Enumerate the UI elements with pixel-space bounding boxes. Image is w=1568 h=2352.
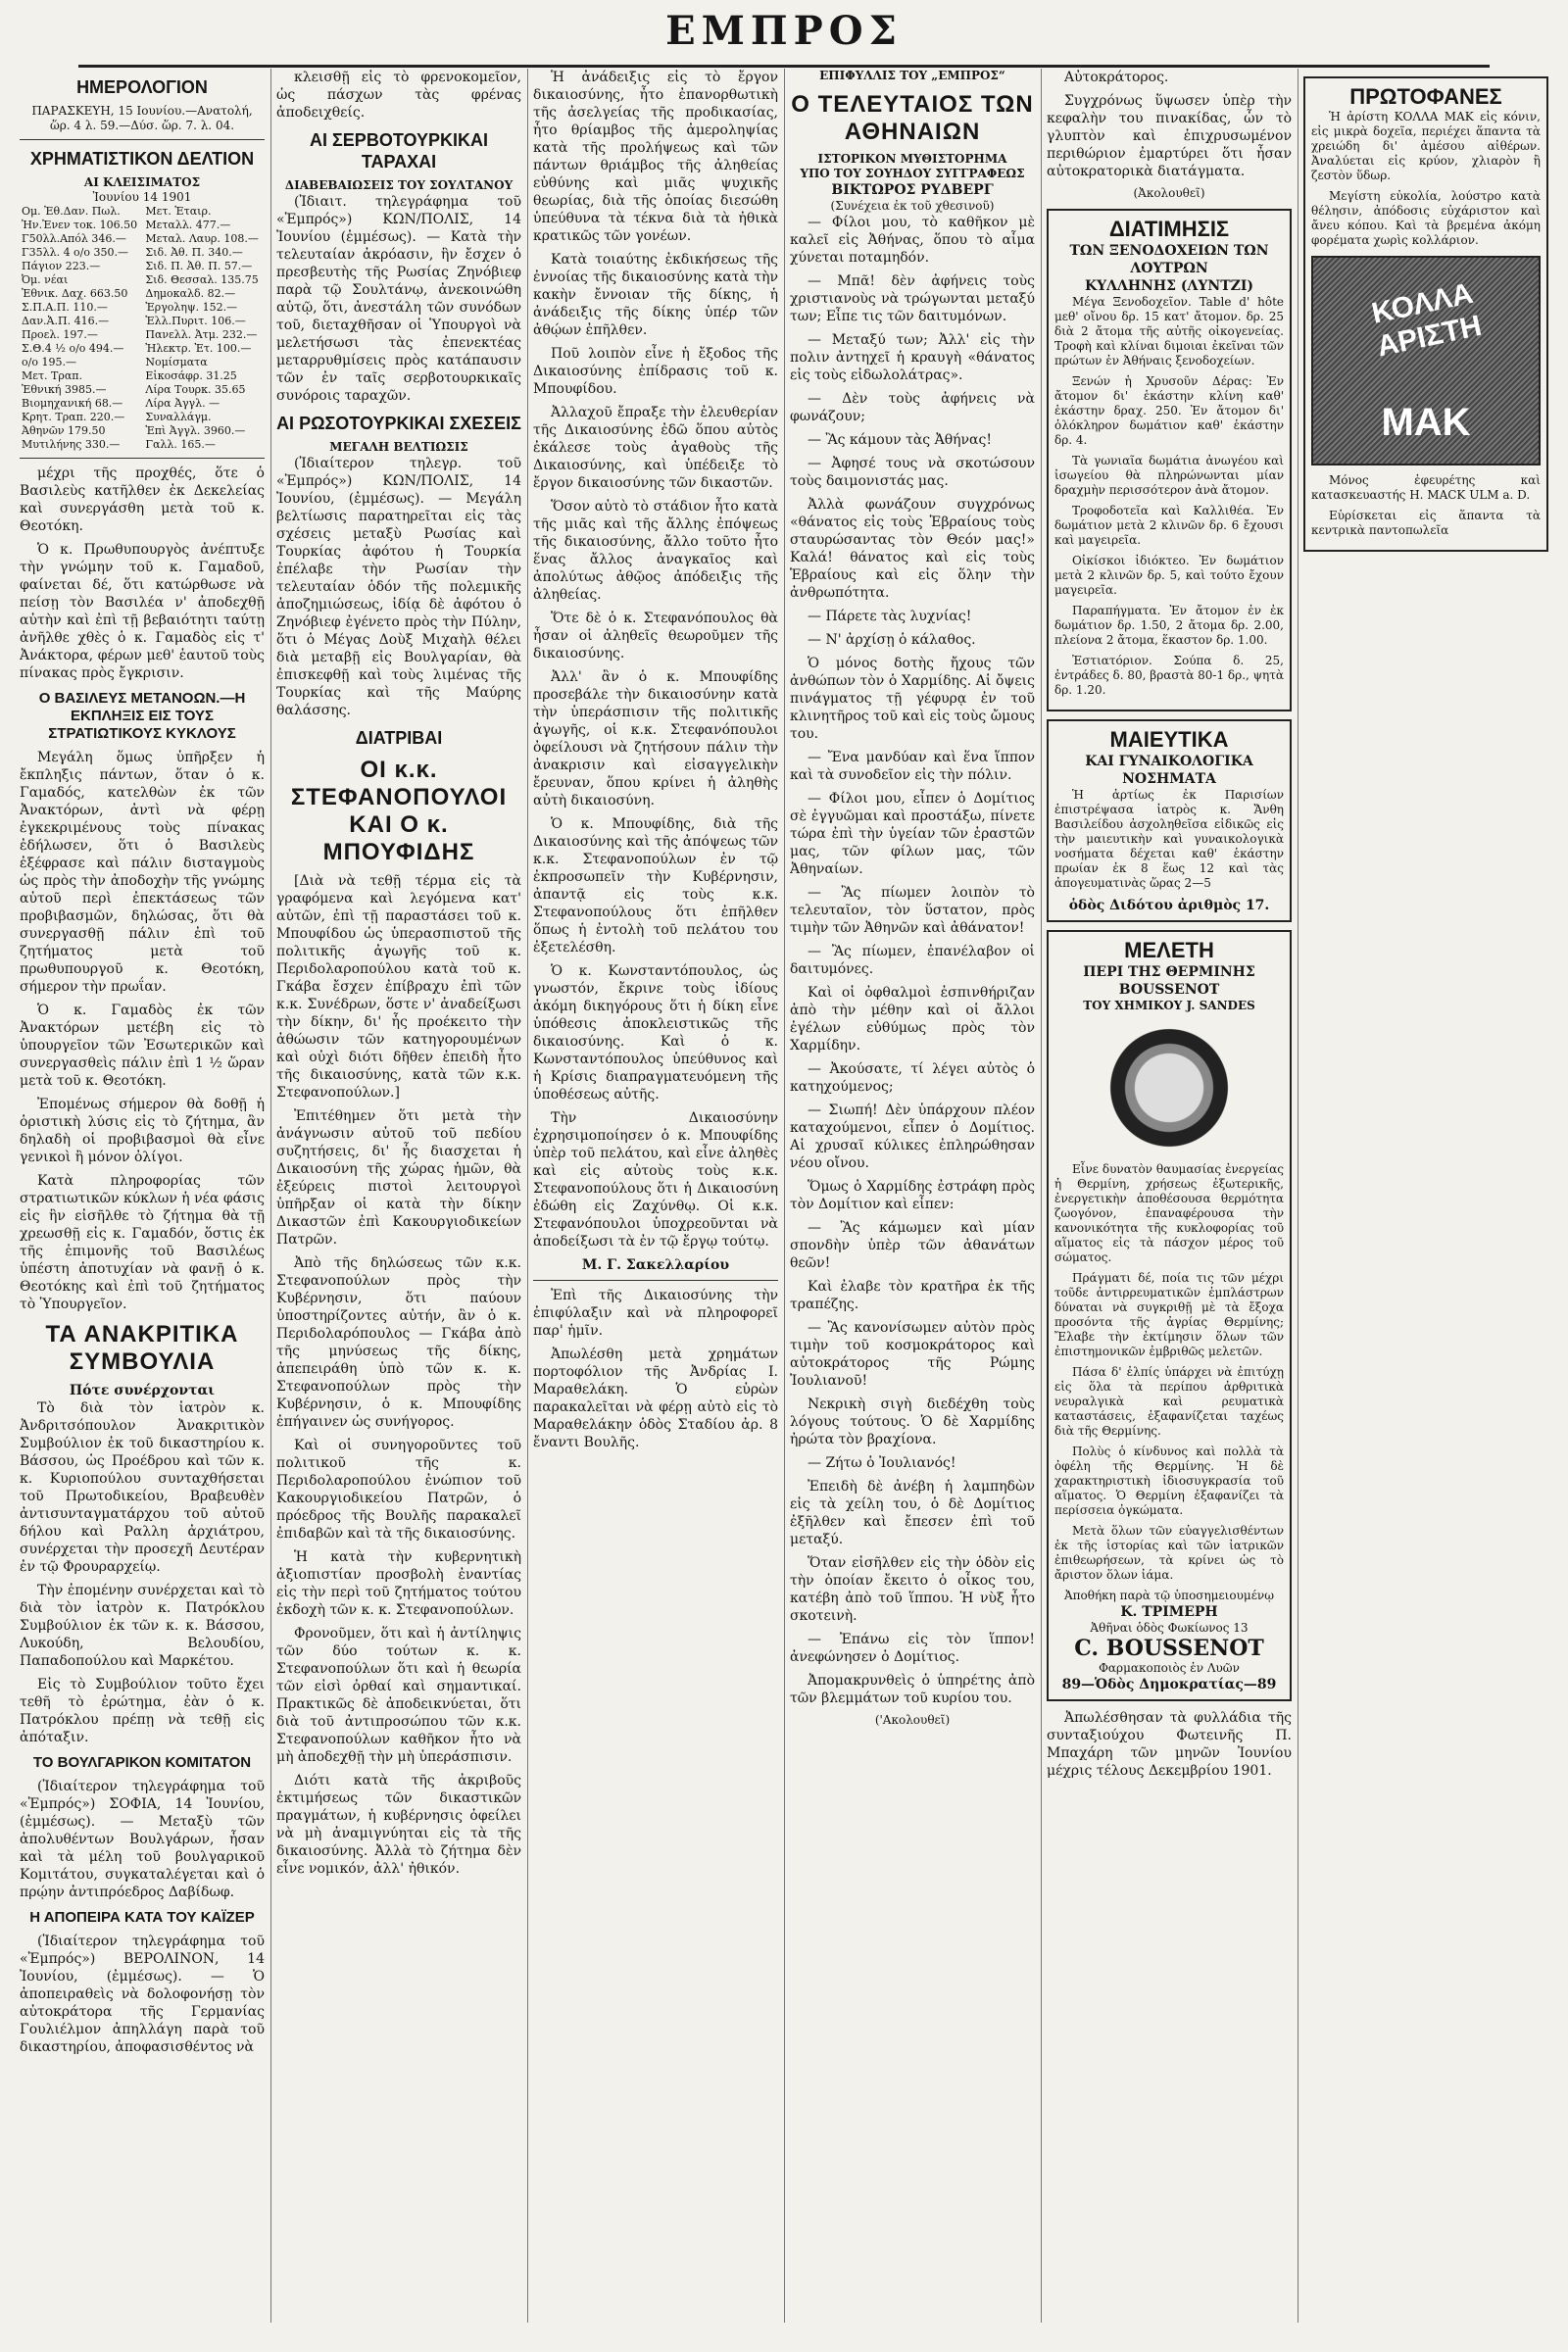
serial-paragraph: — Ἂς κάμωμεν καὶ μίαν σπονδὴν ὑπὲρ τῶν ἀθανάτων θεῶν! [790,1220,1035,1271]
table-cell: Ἐργοληψ. 152.— [145,301,238,314]
table-cell: Σ.Θ.4 ½ ο/ο 494.— [22,342,124,355]
article-subheading: ΔΙΑΒΕΒΑΙΩΣΕΙΣ ΤΟΥ ΣΟΥΛΤΑΝΟΥ [284,178,514,192]
ad-paragraph: Τὰ γωνιαῖα δωμάτια ἀνωγέου καὶ ἰσωγείου θὰ πληρώνωνται μίαν δραχμὴν περισσότερον ἀνὰ ἄτομον. [1054,454,1284,497]
hotel-advertisement [1047,209,1292,711]
ad-paragraph: Παραπήγματα. Ἐν ἄτομον ἐν ἐκ δωμάτιον δρ. 1.50, 2 ἄτομα δρ. 2.00, πλείονα 2 ἄτομα, ἕκαστον δρ. 1.00. [1054,604,1284,647]
ad-heading: ΔΙΑΤΙΜΗΣΙΣ [1108,217,1230,241]
article-paragraph: Ἡ κατὰ τὴν κυβερνητικὴ ἀξιοπιστίαν προσβολὴ ἐναντίας εἰς τὴν περὶ τοῦ ζητήματος τούτου ἐκδοχὴ τῶν κ. κ. Στεφανοπούλων. [276,1549,521,1618]
article-paragraph: Τὴν ἐπομένην συνέρχεται καὶ τὸ διὰ τὸν ἰατρὸν κ. Πατρόκλου Συμβούλιον ἐκ τῶν κ. κ. Βάσσου, Λυκούδη, Βελουδίου, Παπαδοπούλου καὶ Μαρκέτου. [20,1583,265,1669]
serial-paragraph: — Μεταξύ των; Ἀλλ' εἰς τὴν πολιν ἀντηχεῖ ἡ κραυγὴ «θάνατος εἰς τοὺς εἰδωλολάτρας». [790,332,1035,383]
article-heading: ΑΙ ΣΕΡΒΟΤΟΥΡΚΙΚΑΙ ΤΑΡΑΧΑΙ [310,130,488,172]
serial-paragraph: — Ἐπάνω εἰς τὸν ἵππον! ἀνεφώνησεν ὁ Δομίτιος. [790,1632,1035,1665]
article-signature: Μ. Γ. Σακελλαρίου [581,1257,730,1273]
serial-paragraph: Αὐτοκράτορος. [1064,70,1169,85]
table-cell: Μετ. Τραπ. [22,369,82,382]
serial-paragraph: Καὶ ἐλαβε τὸν κρατῆρα ἐκ τῆς τραπέζης. [790,1279,1035,1312]
financial-subheading: ΑΙ ΚΛΕΙΣΙΜΑΤΟΣ [83,175,201,189]
table-row [20,383,265,397]
notice-paragraph: Ἀπωλέσθη μετὰ χρημάτων πορτοφόλιον τῆς Ἀνδρίας Ι. Μαραθελάκη. Ὁ εὑρὼν παρακαλεῖται νὰ φέρῃ αὐτὸ εἰς τὸ Μαραθελάκην ὁδὸς Σταδίου ἀρ. 8 ἔναντι Βουλῆς. [533,1347,778,1450]
ad-subheading: ΠΕΡΙ ΤΗΣ ΘΕΡΜΙΝΗΣ BOUSSENOT [1083,964,1255,998]
serial-continued: (Συνέχεια ἐκ τοῦ χθεσινοῦ) [830,199,995,213]
table-cell: Μυτιλήνης 330.— [22,438,121,451]
serial-continued: (Ἀκολουθεῖ) [1133,186,1205,200]
notice-paragraph: Ἐπὶ τῆς Δικαιοσύνης τὴν ἐπιφύλαξιν καὶ νὰ πληροφορεῖ παρ' ἡμῖν. [533,1288,778,1339]
ad-paragraph: Μέγα Ξενοδοχεῖον. Table d' hôte μεθ' οἴνου δρ. 15 κατ' ἄτομον. δρ. 25 διὰ 2 ἄτομα τῆς αὐτῆς οἰκογενείας. Τροφὴ καὶ κλίναι διμοιαι ἐκεῖναι τῶν πρώτων ἐν Ἀθήναις ξενοδοχείων. [1054,295,1284,368]
table-cell: Ἡν.Ἐνεν τοκ. 106.50 [22,219,138,231]
column-3 [533,69,778,2323]
article-heading: ΟΙ κ.κ. ΣΤΕΦΑΝΟΠΟΥΛΟΙ ΚΑΙ Ο κ. ΜΠΟΥΦΙΔΗΣ [290,757,508,865]
article-heading: ΑΙ ΡΩΣΟΤΟΥΡΚΙΚΑΙ ΣΧΕΣΕΙΣ [276,414,521,433]
ad-paragraph: Ἡ ἀρίστη ΚΟΛΛΑ ΜΑΚ εἰς κόνιν, εἰς μικρὰ δοχεῖα, περιέχει ἅπαντα τὰ χρειώδη δι' ἀμέσου αἰθέρων. Ἀναλύεται εἰς κρύον, χλιαρὸν ἢ ζεστὸν ὕδωρ. [1311,110,1541,182]
maternity-advertisement [1047,719,1292,922]
table-cell: Ἀθηνῶν 179.50 [22,424,106,437]
article-paragraph: (Ἰδιαίτερον τηλεγράφημα τοῦ «Ἐμπρός») ΒΕΡΟΛΙΝΟΝ, 14 Ἰουνίου, (ἐμμέσως). — Ὁ ἀποπειραθεὶς νὰ δολοφονήσῃ τὸν αὐτοκράτορα τῆς Γερμανίας Γουλιέλμον ἀπηλλάγη παρὰ τοῦ δικαστηρίου, ἀποφασισθέντος νὰ [20,1934,265,2055]
article-paragraph: Ὁ κ. Πρωθυπουργὸς ἀνέπτυξε τὴν γνώμην τοῦ κ. Γαμαδοῦ, φαίνεται δέ, ὅτι κατώρθωσε νὰ πείσῃ τὸν Βασιλέα ν' ἀποδεχθῇ αὐτὴν καὶ ἐπὶ τῇ βεβαιότητι ταύτῃ ἀνῆλθε χθὲς ὁ κ. Γαμαδὸς εἰς τ' Ἀνάκτορα, φέρων μεθ' ἑαυτοῦ τοὺς πίνακας πρὸς ἔγκρισιν. [20,542,265,681]
article-paragraph: Τὸ διὰ τὸν ἰατρὸν κ. Ἀνδριτσόπουλον Ἀνακριτικὸν Συμβούλιον ἐκ τοῦ δικαστηρίου κ. Βάσσου, ὡς Προέδρου καὶ τῶν κ. κ. Κυριοπούλου συνταχθήσεται τοῦ Πρωτοδικείου, Βραβευθὲν ἀντισυνταγματάρχου τοῦ αὐτοῦ δήλου καὶ Ραλλη ἀρχιάτρου, συνέρχεται τὴν προσεχῆ Δευτέραν ἐν τῷ Φρουραρχείῳ. [20,1400,265,1575]
table-row [20,315,265,328]
article-paragraph: Ποῦ λοιπὸν εἶνε ἡ ἔξοδος τῆς Δικαιοσύνης ἐπίδρασις τοῦ κ. Μπουφίδου. [533,346,778,397]
article-paragraph: [Διὰ νὰ τεθῇ τέρμα εἰς τὰ γραφόμενα καὶ λεγόμενα κατ' αὐτῶν, ἐπὶ τῇ παραστάσει τοῦ κ. Μπουφίδου ὡς ὑπερασπιστοῦ τῆς πολιτικῆς ἀγωγῆς τοῦ κ. Περιδολαροπούλου κατὰ τοῦ κ. Γκάβα ἔσχεν ἐπίβραχυ ἐπὶ τῶν κ.κ. Συνέδρων, ὅστε ν' ἀναδείξωσι τὴν δίκην, δι' ἧς προέκειτο τὴν ἀθώωσιν τῶν κατηγορουμένων καὶ οὐχὶ διότι δῆθεν ἐπειδὴ ἦτο τῆς δικαιοσύνης, κατὰ τῶν κ.κ. Στεφανοπούλων.] [276,873,521,1101]
column-1 [20,69,265,2323]
article-paragraph: Ἐπιτέθημεν ὅτι μετὰ τὴν ἀνάγνωσιν αὐτοῦ τοῦ πεδίου συζητήσεις, δι' ἧς διασχεται ἡ Δικαιοσύνη τῆς χώρας ἡμῶν, θὰ ἐξεύρεις πιστοὶ λειτουργοὶ ὑπῆρξαν οἱ κατὰ τὴν δίκην Δικαστῶν ἐπὶ Κακουργιοδικείων Πατρῶν. [276,1108,521,1248]
table-cell: Λίρα Τουρκ. 35.65 [145,383,246,396]
article-paragraph: Ἡ ἀνάδειξις εἰς τὸ ἔργον δικαιοσύνης, ἦτο ἐπανορθωτικὴ τῆς ἀσελγείας τῆς προδικασίας, ἦτο θρίαμβος τῆς ἀμεροληψίας κατὰ τῆς προλήψεως καὶ τῶν πάντων θριάμβος τῆς ἀληθείας εὐθύνης καὶ μιᾶς ψυχικῆς θεωρίας, διὰ τῆς ὁποίας διεσώθη ὑπεύθυνα τὰ τέκνα διὰ τὰ ἠθικὰ κρατικῶς τῶν γονέων. [533,70,778,244]
table-cell: Κρητ. Τραπ. 220.— [22,411,125,423]
ad-paragraph: Πάσα δ' ἐλπίς ὑπάρχει νὰ ἐπιτύχῃ εἰς ὅλα τὰ περίπου ἀρθριτικὰ νευραλγικὰ καὶ ρευματικὰ καταστάσεις, ἐξαφανίζεται ταχέως διὰ τῆς Θερμίνης. [1054,1365,1284,1438]
masthead-rule [78,65,1490,68]
table-row [20,301,265,315]
ad-paragraph: Μεγίστη εὐκολία, λούστρο κατὰ θέλησιν, ἀπόδοσις εὐχάριστον καὶ ἄνευ κόπου. Καὶ τὰ βρεμένα ἀκόμη φορέματα χωρὶς κολλάριον. [1311,189,1541,247]
calendar-heading: ΗΜΕΡΟΛΟΓΙΟΝ [76,77,208,97]
article-paragraph: Ὅσον αὐτὸ τὸ στάδιον ἦτο κατὰ τῆς μιᾶς καὶ τῆς ἄλλης ἐπόψεως τῆς δικαιοσύνης, ἄλλο τοῦτο ἦτο ἕνας ἄλλος ἀναγκαῖος καὶ ἀπολύτως ἀθῷος ἀπόδειξις τῆς ἀληθείας. [533,499,778,603]
ad-address: 89—Ὁδὸς Δημοκρατίας—89 [1061,1677,1277,1692]
serial-paragraph: — Φίλοι μου, εἶπεν ὁ Δομίτιος σὲ ἐγγυῶμαι καὶ προστάξω, πίνετε τώρα ἐπὶ τὴν ὑγείαν τῶν ἐραστῶν μας, τῶν φίλων μας, τῶν Ἀθηναίων. [790,791,1035,877]
table-cell: Σιδ. Ἀθ. Π. 340.— [145,246,243,259]
article-heading: Η ΑΠΟΠΕΙΡΑ ΚΑΤΑ ΤΟΥ ΚΑΪΖΕΡ [29,1909,255,1926]
article-paragraph: (Ἰδιαιτ. τηλεγράφημα τοῦ «Ἐμπρός») ΚΩΝ/ΠΟΛΙΣ, 14 Ἰουνίου (ἐμμέσως). — Κατὰ τὴν τελευταίαν ἀκρόασιν, ἣν ἔσχεν ὁ πρεσβευτὴς τῆς Ρωσίας Ζηνόβιεφ παρὰ τῷ Σουλτάνῳ, ἀνεκοινώθη αὐτῷ, ὅτι, ἀνεστάλη τῶν συνόδων τοῦ, διεταχθῆσαν οἱ Ὑπουργοὶ νὰ μελετήσωσι τὰς ἐπενεκτέας μεταρρυθμίσεις πρὸς κατάπαυσιν τῶν ἐν ταῖς σερβοτουρκικαῖς συνόροις ταραχῶν. [276,194,521,404]
table-row [20,328,265,342]
column-4 [790,69,1035,2323]
table-cell: Συναλλάγμ. [145,411,212,423]
ad-paragraph: Τροφοδοτεῖα καὶ Καλλιθέα. Ἐν δωμάτιον μετὰ 2 κλινῶν δρ. 6 ἔχουσι καὶ μαγειρεῖα. [1054,504,1284,547]
serial-paragraph: Ὁ μόνος δοτὴς ἤχους τῶν ἀνθώπων τὸν ὁ Χαρμίδης. Αἱ ὄψεις πινάγματος τῇ γέφυρᾳ ἐν τοῦ κλινητῆρος τοῦ καὶ εἰς τοὺς ὤμους του. [790,656,1035,742]
column-5 [1047,69,1292,2323]
table-row [20,205,265,219]
serial-paragraph: — Ἂς πίωμεν, ἐπανέλαβον οἱ δαιτυμόνες. [790,944,1035,977]
article-paragraph: Ἐπομένως σήμερον θὰ δοθῇ ἡ ὁριστικὴ λύσις εἰς τὸ ζήτημα, ἂν δηλαδὴ οἱ προβιβασμοὶ θὰ εἶνε γενικοὶ ἢ μόνον ὀλίγοι. [20,1097,265,1165]
article-paragraph: Φρονοῦμεν, ὅτι καὶ ἡ ἀντίληψις τῶν δύο τούτων κ. κ. Στεφανοπούλων ὅτι καὶ ἡ θεωρία τῶν εἰσὶ ὀρθαί καὶ σημαντικαί. Πρακτικῶς δὲ ἀποδεικνύεται, ὅτι διὰ τοῦ ἀντιπροσώπου τῶν κ.κ. Στεφανοπούλων καθῆκον ἦτο νὰ μὴ ἀποδεχθῇ τὴν μὴ ὑπεράσπισιν. [276,1626,521,1765]
table-cell: Ἑλλ.Πυριτ. 106.— [145,315,246,327]
sun-icon [1101,1019,1238,1156]
column-divider [784,69,785,2323]
table-row [20,246,265,260]
table-cell: Ομ. Ἐθ.Δαν. Πωλ. [22,205,121,218]
serial-title: Ο ΤΕΛΕΥΤΑΙΟΣ ΤΩΝ ΑΘΗΝΑΙΩΝ [791,91,1034,145]
table-row [20,260,265,273]
serial-paragraph: — Δὲν τοὺς ἀφήνεις νὰ φωνάζουν; [790,391,1035,424]
ad-brand-sub: Φαρμακοποιὸς ἐν Λυῶν [1099,1661,1240,1675]
financial-date: Ἰουνίου 14 1901 [92,190,192,204]
serial-paragraph: — Ἔνα μανδύαν καὶ ἕνα ἵππον καὶ τὰ συνοδεῖον εἰς τὴν πόλιν. [790,750,1035,783]
ad-paragraph: Ἡ ἀρτίως ἐκ Παρισίων ἐπιστρέψασα ἰατρὸς κ. Ἄνθη Βασιλείδου ἀσχοληθεῖσα εἰδικῶς εἰς τὴν μαιευτικὴν καὶ γυναικολογικὰ νοσήματα δέχεται καθ' ἑκάστην πρωίαν ἐκ 8 ἕως 12 καὶ τὰς ἀπογευματινὰς ὥρας 2—5 [1054,788,1284,890]
table-cell: Νομίσματα [145,356,208,368]
column-6 [1303,69,1548,2323]
article-paragraph: Καὶ οἱ συνηγοροῦντες τοῦ πολιτικοῦ τῆς κ. Περιδολαροπούλου ἐνώπιον τοῦ Κακουργιοδικείου Πατρῶν, ὁ πρόεδρος τῆς Βουλῆς παρακαλεῖ ἐπιδαβῶν καὶ τὰ τῆς δικαιοσύνης. [276,1438,521,1542]
serial-header: ΕΠΙΦΥΛΛΙΣ ΤΟΥ „ΕΜΠΡΟΣ“ [819,69,1005,82]
table-row [20,342,265,356]
rule [533,1280,778,1281]
table-cell: Βιομηχανική 68.— [22,397,123,410]
article-subheading: ΜΕΓΑΛΗ ΒΕΛΤΙΩΣΙΣ [329,440,468,454]
table-cell: Ἠλεκτρ. Ἐτ. 100.— [145,342,252,355]
kolla-package-label: ΚΟΛΛΑ ΑΡΙΣΤΗ [1368,276,1485,364]
table-cell: Λίρα Ἀγγλ. — [145,397,220,410]
article-paragraph: Ἀλλαχοῦ ἔπραξε τὴν ἐλευθερίαν τῆς Δικαιοσύνης ἐδῶ ὅπου αὐτὸς ἐκάλεσε τοὺς ἀγαθοὺς τῆς Δικαιοσύνης, καὶ ὑπέδειξε τὸ ἔργον δικαιοσύνης τῶν δικαστῶν. [533,405,778,491]
article-paragraph: Κατὰ πληροφορίας τῶν στρατιωτικῶν κύκλων ἡ νέα φάσις εἰς ἣν εἰσῆλθε τὸ ζήτημα θὰ τῇ χρεωσθῇ εἰς κ. Γαμαδόν, ὅστις ἐκ τῆς ἐπιμονῆς τοῦ Βασιλέως ὑπέστη ἀποτυχίαν νὰ φανῇ ὁ κ. Θεοτόκης καὶ ἐπὶ τοῦ ζητήματος τὸ Ὑπουργεῖον. [20,1173,265,1312]
table-row [20,287,265,301]
notice-paragraph: Ἀπωλέσθησαν τὰ φυλλάδια τῆς συνταξιούχου Φωτεινῆς Π. Μπαχάρη τῶν μηνῶν Ἰουνίου μέχρις τέλους Δεκεμβρίου 1901. [1047,1710,1292,1779]
rule [20,458,265,459]
article-paragraph: Εἰς τὸ Συμβούλιον τοῦτο ἔχει τεθῆ τὸ ἐρώτημα, ἐὰν ὁ κ. Πατρόκλου πρέπῃ νὰ τεθῇ εἰς ἀπόταξιν. [20,1677,265,1745]
serial-paragraph: — Ἀκούσατε, τί λέγει αὐτὸς ὁ κατηχούμενος; [790,1061,1035,1095]
ad-address: Ἀθῆναι ὁδὸς Φωκίωνος 13 [1090,1621,1249,1635]
serial-subtitle: ΙΣΤΟΡΙΚΟΝ ΜΥΘΙΣΤΟΡΗΜΑ [817,152,1007,166]
serial-paragraph: — Μπᾶ! δὲν ἀφήνεις τοὺς χριστιανοὺς νὰ τρώγωνται μεταξύ των; Εἶπε τις τῶν δαιτυμόνων. [790,273,1035,324]
table-cell: Πάγιον 223.— [22,260,101,272]
ad-name: ΚΥΛΛΗΝΗΣ (ΛΥΝΤΖΙ) [1085,278,1253,294]
article-paragraph: Διότι κατὰ τῆς ἀκριβοῦς ἐκτιμήσεως τῶν δικαστικῶν πραγμάτων, ἡ κυβέρνησις ὀφείλει νὰ μὴ ἀναμιγνύηται εἰς τὰ τῆς δικαιοσύνης. Ἀλλὰ τὸ ζήτημα δὲν εἶνε νομικόν, ἀλλ' ἠθικόν. [276,1773,521,1877]
table-cell: Ἐπὶ Ἀγγλ. 3960.— [145,424,246,437]
ad-paragraph: Μόνος ἐφευρέτης καὶ κατασκευαστής H. MACK ULM a. D. [1311,473,1541,502]
calendar-line-2: ὥρ. 4 λ. 59.—Δύσ. ὥρ. 7. λ. 04. [49,119,235,132]
table-cell: Ἐθνικ. Δαχ. 663.50 [22,287,128,300]
article-heading: ΤΟ ΒΟΥΛΓΑΡΙΚΟΝ ΚΟΜΙΤΑΤΟΝ [32,1754,252,1771]
table-cell: Μεταλλ. 477.— [145,219,231,231]
serial-continued: ('Ακολουθεῖ) [874,1713,951,1727]
article-paragraph: (Ἰδιαίτερον τηλεγρ. τοῦ «Ἐμπρός») ΚΩΝ/ΠΟΛΙΣ, 14 Ἰουνίου, (ἐμμέσως). — Μεγάλη βελτίωσις παρατηρεῖται εἰς τὰς σχέσεις μεταξὺ Ρωσίας καὶ Τουρκίας ἀφότου ἡ Τουρκία ἐπέλαβε τὴν Ρωσίαν τὴν τελευταίαν ὁδόν τῆς πολεμικῆς ἀποζημιώσεως, ἰδίᾳ δὲ ἀφότου ὁ Ζηνόβιεφ ἐγένετο πρὸς τὴν Πύλην, ὅτι ὁ Μέγας Δοὺξ Μιχαὴλ θέλει διὰ μεταβῇ εἰς Βουλγαρίαν, θὰ ἐπισκεφθῇ καὶ τοὺς λιμένας τῆς Τουρκίας καὶ τῆς Μαύρης θαλάσσης. [276,456,521,718]
table-row [20,411,265,424]
article-paragraph: Ὁ κ. Κωνσταντόπουλος, ὡς γνωστόν, ἔκρινε τοὺς ἰδίους ἀκόμη δικηγόρους ὅτι ἡ δίκη εἶνε ὑπόθεσις ἀποκλειστικῶς τῆς δικαιοσύνης. Καὶ ὁ κ. Κωνσταντόπουλος ὑπεύθυνος καὶ ἡ Κρίσις διαπραγματευόμενη τῆς ὑποθέσεως αὐτῆς. [533,963,778,1102]
ad-paragraph: Μετὰ ὅλων τῶν εὐαγγελισθέντων ἐκ τῆς ἱστορίας καὶ τῶν ἰατρικῶν ἐπιθεωρήσεων, τὰ κρίνει ὡς τὸ ἄριστον ὅλων ἰάμα. [1054,1524,1284,1582]
table-cell: Ἐθνική 3985.— [22,383,107,396]
serial-paragraph: Ὅμως ὁ Χαρμίδης ἐστράφη πρὸς τὸν Δομίτιον καὶ εἶπεν: [790,1179,1035,1212]
serial-paragraph: — Ζήτω ὁ Ἰουλιανός! [808,1455,956,1471]
article-paragraph: Ὁ κ. Μπουφίδης, διὰ τῆς Δικαιοσύνης καὶ τῆς ἀπόψεως τῶν κ.κ. Στεφανοπούλων ἐν τῷ ἐκπροσωπεῖν τὴν Κυβέρνησιν, ἀπαντᾷ εἰς τοὺς κ.κ. Στεφανοπούλους ὅτι ἐπῆλθεν ὅπως ἡ ἐντολὴ τοῦ πελάτου του ἐξετελέσθη. [533,816,778,956]
serial-paragraph: — Ἂς κάμουν τὰς Ἀθήνας! [808,432,992,448]
kolla-advertisement [1303,76,1548,552]
article-heading: ΔΙΑΤΡΙΒΑΙ [355,728,443,748]
columns [20,69,1548,2332]
article-paragraph: Ἀλλ' ἂν ὁ κ. Μπουφίδης προσεβάλε τὴν δικαιοσύνην κατὰ τὴν ὑπεράσπισιν τῆς πολιτικῆς ἀγωγῆς, οἱ κ.κ. Στεφανόπουλοι ὀφείλουσι νὰ ζητήσουν πάλιν τὴν ἀνακρισιν καὶ εἰσαγγελικὴν ἔρευναν, ὅπου κρίνει ἡ ἀληθὴς αὐτὴ δικαιοσύνη. [533,669,778,808]
article-paragraph: Ἀπὸ τῆς δηλώσεως τῶν κ.κ. Στεφανοπούλων πρὸς τὴν Κυβέρνησιν, ὅτι παύουν ὑποστηρίζοντες αὐτήν, ἂν ὁ κ. Περιδολαρόπουλος — Γκάβα ἀπὸ τῆς μηνύσεως τῆς δίκης, ἀπεπειράθη ὑπὸ τῶν κ. κ. Στεφανοπούλων πρὸς τὴν Κυβέρνησιν, ὁ κ. Μπουφίδης ἐπήγαινεν ὡς συνήγορος. [276,1255,521,1430]
ad-heading: ΜΑΙΕΥΤΙΚΑ [1109,727,1229,752]
table-row [20,438,265,452]
article-paragraph: Κατὰ τοιαύτης ἐκδικήσεως τῆς ἐννοίας τῆς δικαιοσύνης κατὰ τὴν κακὴν ἔννοιαν τῆς δίκης, ἡ ἀνάδειξις τῆς δίκης ὑπέρ τῶν ἀθῴων ἐπῆλθεν. [533,252,778,338]
kolla-package-brand: ΜΑΚ [1381,401,1471,444]
table-row [20,397,265,411]
calendar-line-1: ΠΑΡΑΣΚΕΥΗ, 15 Ιουνίου.—Ανατολή, [31,104,253,118]
table-cell: Προελ. 197.— [22,328,98,341]
serial-paragraph: Ἀπομακρυνθεὶς ὁ ὑπηρέτης ἀπὸ τῶν βλεμμάτων τοῦ κυρίου του. [790,1673,1035,1706]
market-table [20,205,265,452]
serial-paragraph: — Πάρετε τὰς λυχνίας! [808,609,972,624]
ad-subheading: ΚΑΙ ΓΥΝΑΙΚΟΛΟΓΙΚΑ ΝΟΣΗΜΑΤΑ [1085,754,1253,787]
table-cell: Πανελλ. Ἀτμ. 232.— [145,328,258,341]
serial-paragraph: — Σιωπή! Δὲν ὑπάρχουν πλέον καταχούμενοι, εἶπεν ὁ Δομίτιος. Αἱ χρυσαῖ κύλικες ἐπληρώθησαν νέου οἴνου. [790,1102,1035,1171]
table-cell: Γαλλ. 165.— [145,438,216,451]
table-cell: Γ50λλ.Απόλ 346.— [22,232,126,245]
table-cell: Μετ. Ἑταιρ. [145,205,212,218]
ad-address: ὁδὸς Διδότου ἀριθμὸς 17. [1068,898,1270,913]
ad-paragraph: Ἐστιατόριον. Σούπα δ. 25, ἐντράδες δ. 80, βραστὰ 80-1 δρ., ψητὰ δρ. 1.20. [1054,654,1284,697]
ad-brand: C. BOUSSENOT [1074,1636,1264,1661]
table-row [20,356,265,369]
ad-line: Ἀποθήκη παρὰ τῷ ὑποσημειουμένῳ [1063,1589,1275,1602]
serial-paragraph: — Ἂς κανονίσωμεν αὐτὸν πρὸς τιμὴν τοῦ κοσμοκράτορος καὶ αὐτοκράτορος τῆς Ρώμης Ἰουλιανοῦ! [790,1320,1035,1389]
thermine-advertisement [1047,930,1292,1701]
serial-paragraph: Καὶ οἱ ὀφθαλμοὶ ἐσπινθήριζαν ἀπὸ τὴν μέθην καὶ οἱ ἄλλοι ἐγέλων εὐθύμως πρὸς τὸν Χαρμίδην. [790,985,1035,1054]
column-divider [1041,69,1042,2323]
ad-author: ΤΟΥ ΧΗΜΙΚΟΥ J. SANDES [1083,999,1255,1012]
article-paragraph: Ὁ κ. Γαμαδὸς ἐκ τῶν Ἀνακτόρων μετέβη εἰς τὸ ὑπουργεῖον τῶν Ἐσωτερικῶν καὶ συνεργασθεὶς πάλιν ἐπὶ 1 ½ ὥραν μετὰ τοῦ κ. Θεοτόκη. [20,1003,265,1089]
ad-heading: ΠΡΩΤΟΦΑΝΕΣ [1349,84,1502,109]
sun-illustration [1054,1019,1284,1156]
article-subheading: Πότε συνέρχονται [69,1383,216,1398]
article-paragraph: (Ἰδιαίτερον τηλεγράφημα τοῦ «Ἐμπρός») ΣΟΦΙΑ, 14 Ἰουνίου, (ἐμμέσως). — Μεταξὺ τῶν ἀπολυθέντων Βουλγάρων, ἦσαν καὶ τὰ μέλη τοῦ βουλγαρικοῦ Κομιτάτου, συγκαταλέγεται καὶ ὁ πρῴην ἀντιπρόεδρος Δαβίδωφ. [20,1779,265,1900]
serial-paragraph: Συγχρόνως ὕψωσεν ὑπὲρ τὴν κεφαλὴν του πινακίδας, ὧν τὸ γλυπτὸν καὶ ἐπιχρυσωμένον περιθώριον ἐμαρτύρει ὅτι ἦσαν αὐτοκρατορικὰ διατάγματα. [1047,93,1292,179]
table-cell: ο/ο 195.— [22,356,76,368]
article-paragraph: κλεισθῇ εἰς τὸ φρενοκομεῖον, ὡς πάσχων τὰς φρένας ἀποδειχθείς. [276,70,521,121]
article-paragraph: μέχρι τῆς προχθές, ὅτε ὁ Βασιλεὺς κατῆλθεν ἐκ Δεκελείας καὶ συνεργάσθη μετὰ τοῦ κ. Θεοτόκη. [20,466,265,534]
column-divider [527,69,528,2323]
table-cell: Εἰκοσάφρ. 31.25 [145,369,237,382]
table-cell: Ὀμ. νέαι [22,273,69,286]
serial-paragraph: Ἐπειδὴ δὲ ἀνέβη ἡ λαμπηδὼν εἰς τὰ χείλη του, ὁ δὲ Δομίτιος ἐξῆλθεν καὶ ἔπεσεν ἐπὶ τοῦ μεταξύ. [790,1479,1035,1547]
newspaper-title: ΕΜΠΡΟΣ [665,8,903,54]
column-2 [276,69,521,2323]
serial-paragraph: — Φίλοι μου, τὸ καθῆκον μὲ καλεῖ εἰς Ἀθήνας, ὅπου τὸ αἷμα χύνεται ποταμηδόν. [790,215,1035,266]
table-cell: Δαν.Ἀ.Π. 416.— [22,315,110,327]
serial-paragraph: — Ν' ἀρχίσῃ ὁ κάλαθος. [808,632,976,648]
serial-paragraph: Ἀλλὰ φωνάζουν συγχρόνως «θάνατος εἰς τοὺς Ἑβραίους τοὺς σταυρώσαντας τὸν Θεόν μας!» Καλά! θάνατος καὶ εἰς τοὺς Ἑβραίους καὶ εἰς ὅλην τὴν ἀνθρωπότητα. [790,497,1035,601]
financial-heading: ΧΡΗΜΑΤΙΣΤΙΚΟΝ ΔΕΛΤΙΟΝ [29,149,255,169]
ad-paragraph: Οἰκίσκοι ἰδιόκτεο. Ἐν δωμάτιον μετὰ 2 κλινῶν δρ. 5, καὶ τούτο ἔχουν μαγειρεῖα. [1054,554,1284,597]
article-paragraph: Τὴν Δικαιοσύνην ἐχρησιμοποίησεν ὁ κ. Μπουφίδης ὑπὲρ τοῦ πελάτου, καὶ εἶνε ἀληθὲς καὶ εἰς αὐτοὺς τοὺς κ.κ. Στεφανοπούλους ὅτι ἡ Δικαιοσύνη ἐδώθη εἰς Ζαχύνθῳ. Οἱ κ.κ. Στεφανόπουλοι ὑποχρεοῦνται νὰ ἀποδείξωσι τὰ ἐν τῷ ἔργῳ τούτῳ. [533,1110,778,1250]
ad-paragraph: Ξενών ἡ Χρυσοῦν Δέρας: Ἐν ἄτομον δι' ἑκάστην κλίνη καθ' ἑκάστην δραχ. 250. Ἐν ἄτομον δι' ὁλόκληρον δωμάτιον καθ' ἑκάστην δρ. 4. [1054,374,1284,447]
rule [20,139,265,140]
table-cell: Γ35λλ. 4 ο/ο 350.— [22,246,129,259]
serial-subtitle: ΥΠΟ ΤΟΥ ΣΟΥΗΔΟΥ ΣΥΓΓΡΑΦΕΩΣ [800,167,1025,180]
serial-paragraph: Ὅταν εἰσῆλθεν εἰς τὴν ὁδὸν εἰς τὴν ὁποίαν ἔκειτο ὁ οἶκος του, κατέβη ἀπὸ τοῦ ἵππου. Ἡ νὺξ ἦτο σκοτεινὴ. [790,1555,1035,1624]
table-cell: Δημοκαλδ. 82.— [145,287,236,300]
table-row [20,219,265,232]
article-paragraph: Μεγάλη ὅμως ὑπῆρξεν ἡ ἔκπληξις πάντων, ὅταν ὁ κ. Γαμαδός, κατελθὼν ἐκ τῶν Ἀνακτόρων, ἀντὶ νὰ φέρῃ ἐγκεκριμένους τοὺς πίνακας ἐδήλωσεν, ὅτι ὁ Βασιλεὺς ἐξέφρασε καὶ πάλιν δισταγμοὺς ὡς πρὸς τὴν ἀποδοχὴν τῆς γνώμης αὐτοῦ περὶ ἐπεκτάσεως τῶν προβιβασμῶν, δηλώσας, ὅτι θὰ συνεργασθῇ πάλιν ἐπὶ τοῦ ζητήματος μετὰ τοῦ πρωθυπουργοῦ κ. Θεοτόκη, σήμερον τὴν πρωΐαν. [20,750,265,995]
table-row [20,369,265,383]
ad-heading: ΜΕΛΕΤΗ [1124,938,1214,962]
article-heading: Ο ΒΑΣΙΛΕΥΣ ΜΕΤΑΝΟΩΝ.—Η ΕΚΠΛΗΞΙΣ ΕΙΣ ΤΟΥΣ ΣΤΡΑΤΙΩΤΙΚΟΥΣ ΚΥΚΛΟΥΣ [38,690,246,742]
ad-signature: Κ. ΤΡΙΜΕΡΗ [1120,1604,1218,1620]
serial-paragraph: — Ἂς πίωμεν λοιπὸν τὸ τελευταῖον, τὸν ὕστατον, πρὸς τιμὴν τῶν Ἀθηνῶν καὶ ἀθάνατον! [790,885,1035,936]
ad-paragraph: Πολὺς ὁ κίνδυνος καὶ πολλὰ τὰ ὀφέλη τῆς Θερμίνης. Ἡ δὲ χαρακτηριστικὴ ἰδιοσυγκρασία τοῦ αἵματος. Ὁ Θερμίνη ἐξαφανίζει τὰ περίσσεια ὀγκώματα. [1054,1445,1284,1517]
kolla-package-image [1311,256,1541,466]
article-heading: ΤΑ ΑΝΑΚΡΙΤΙΚΑ ΣΥΜΒΟΥΛΙΑ [45,1321,239,1375]
serial-paragraph: — Ἀφησέ τους νὰ σκοτώσουν τοὺς δαιμονιστάς μας. [790,456,1035,489]
ad-paragraph: Εὑρίσκεται εἰς ἅπαντα τὰ κεντρικὰ παντοπωλεῖα [1311,509,1541,537]
ad-paragraph: Εἶνε δυνατὸν θαυμασίας ἐνεργείας ἡ Θερμίνη, χρήσεως ἐξωτερικῆς, ἐνεργετικὴν ἀποθέσουσα θερμότητα ζωογόνον, ἐπαναφέρουσα τὴν κανονικότητα τῆς κυκλοφορίας τοῦ αἵματος εἰς τὰ πάσχον μέρος τοῦ σώματος. [1054,1162,1284,1264]
ad-subheading: ΤΩΝ ΞΕΝΟΔΟΧΕΙΩΝ ΤΩΝ ΛΟΥΤΡΩΝ [1069,243,1269,276]
column-divider [270,69,271,2323]
table-row [20,273,265,287]
table-row [20,232,265,246]
table-row [20,424,265,438]
serial-paragraph: Νεκρικὴ σιγὴ διεδέχθη τοὺς λόγους τούτους. Ὁ δὲ Χαρμίδης ἠρώτα τὸν βραχίονα. [790,1396,1035,1447]
article-paragraph: Ὅτε δὲ ὁ κ. Στεφανόπουλος θὰ ἦσαν οἱ ἀληθεῖς θεωροῦμεν τῆς δικαιοσύνης. [533,611,778,662]
table-cell: Μεταλ. Λαυρ. 108.— [145,232,259,245]
table-cell: Σ.Π.Α.Π. 110.— [22,301,108,314]
table-cell: Σιδ. Π. Ἀθ. Π. 57.— [145,260,253,272]
table-cell: Σιδ. Θεσσαλ. 135.75 [145,273,259,286]
serial-author: ΒΙΚΤΩΡΟΣ ΡΥΔΒΕΡΓ [831,182,994,198]
ad-paragraph: Πράγματι δέ, ποία τις τῶν μέχρι τοῦδε ἀντιρρευματικῶν ἐμπλάστρων δύναται νὰ συγκριθῇ μὲ τὰ ἔξοχα προσόντα τῆς ἀγρίας Θερμίνης; Ἔλαβε τὴν ἐκτίμησιν ὅλων τῶν ἐπιστημονικῶν ἐμβριθῶς μελετῶν. [1054,1271,1284,1358]
